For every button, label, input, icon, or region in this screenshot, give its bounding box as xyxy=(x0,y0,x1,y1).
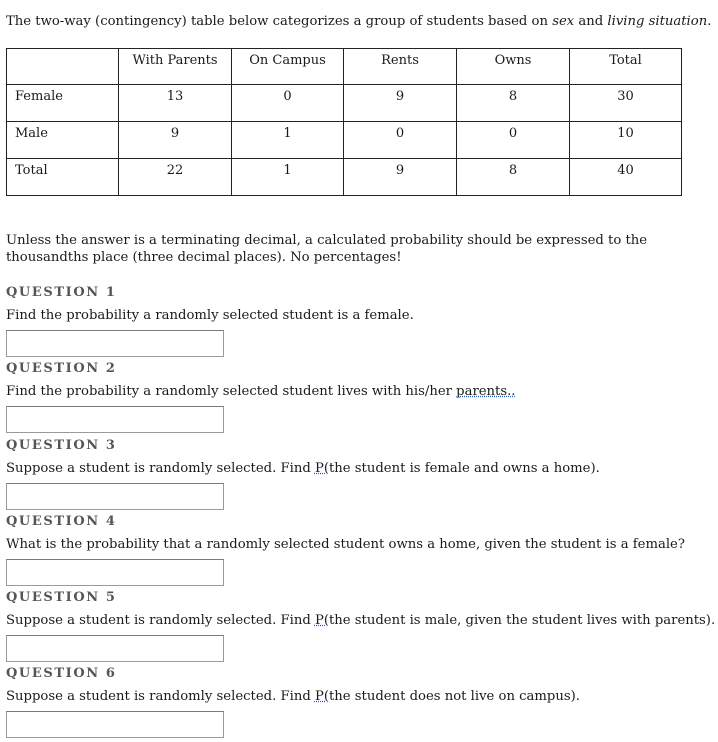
contingency-table xyxy=(6,48,682,196)
question-2-label: QUESTION 2 xyxy=(6,361,117,376)
question-6-answer-input[interactable] xyxy=(6,711,224,738)
table-cell: 1 xyxy=(232,122,344,159)
question-1-label: QUESTION 1 xyxy=(6,285,117,300)
question-5-text xyxy=(6,613,715,628)
question-text-part: Suppose a student is randomly selected. Find xyxy=(6,689,315,704)
question-text-underlined: P( xyxy=(314,613,329,628)
table-cell: 0 xyxy=(344,122,457,159)
table-cell: 8 xyxy=(457,159,570,196)
table-header-cell: Owns xyxy=(457,49,570,85)
question-4-text: What is the probability that a randomly selected student owns a home, given the student is a female? xyxy=(6,537,685,552)
table-row xyxy=(7,159,682,196)
intro-part: and xyxy=(574,14,608,29)
question-3-label: QUESTION 3 xyxy=(6,438,117,453)
table-header-cell: Rents xyxy=(344,49,457,85)
table-cell: 10 xyxy=(570,122,682,159)
intro-part: The two-way (contingency) table below categorizes a group of students based on xyxy=(6,14,553,29)
row-label: Female xyxy=(7,85,119,122)
question-1-text: Find the probability a randomly selected student is a female. xyxy=(6,308,414,323)
table-cell: 8 xyxy=(457,85,570,122)
question-text-underlined: parents.. xyxy=(456,384,516,399)
intro-text xyxy=(6,14,711,29)
table-header-cell: On Campus xyxy=(232,49,344,85)
question-2-text xyxy=(6,384,516,399)
intro-part: . xyxy=(707,14,712,29)
question-text-part: the student is male, given the student lives with parents). xyxy=(328,613,716,628)
table-cell: 22 xyxy=(119,159,232,196)
question-3-answer-input[interactable] xyxy=(6,483,224,510)
table-row xyxy=(7,122,682,159)
table-header-cell: With Parents xyxy=(119,49,232,85)
table-cell: 9 xyxy=(344,159,457,196)
table-cell: 40 xyxy=(570,159,682,196)
question-4-label: QUESTION 4 xyxy=(6,514,117,529)
question-2-answer-input[interactable] xyxy=(6,406,224,433)
question-text-part: Suppose a student is randomly selected. Find xyxy=(6,613,315,628)
question-text-underlined: P( xyxy=(314,461,329,476)
row-label: Total xyxy=(7,159,119,196)
table-cell: 30 xyxy=(570,85,682,122)
table-cell: 9 xyxy=(119,122,232,159)
intro-emphasis-sex: sex xyxy=(552,14,575,29)
row-label: Male xyxy=(7,122,119,159)
question-5-label: QUESTION 5 xyxy=(6,590,117,605)
intro-emphasis-living-situation: living situation xyxy=(607,14,708,29)
table-header-row xyxy=(7,49,682,85)
table-cell: 0 xyxy=(232,85,344,122)
question-5-answer-input[interactable] xyxy=(6,635,224,662)
table-header-cell xyxy=(7,49,119,85)
instructions-note: Unless the answer is a terminating decimal, a calculated probability should be expressed to the thousandths place (three decimal places). No percentages! xyxy=(6,233,648,265)
table-cell: 13 xyxy=(119,85,232,122)
table-header-cell: Total xyxy=(570,49,682,85)
question-4-answer-input[interactable] xyxy=(6,559,224,586)
question-text-part: the student does not live on campus). xyxy=(328,689,580,704)
question-text-part: Find the probability a randomly selected student lives with his/her xyxy=(6,384,457,399)
question-6-text xyxy=(6,689,580,704)
table-row xyxy=(7,85,682,122)
table-cell: 9 xyxy=(344,85,457,122)
question-6-label: QUESTION 6 xyxy=(6,666,117,681)
question-1-answer-input[interactable] xyxy=(6,330,224,357)
question-text-part: the student is female and owns a home). xyxy=(328,461,600,476)
question-text-underlined: P( xyxy=(314,689,329,704)
table-cell: 0 xyxy=(457,122,570,159)
question-text-part: Suppose a student is randomly selected. Find xyxy=(6,461,315,476)
table-cell: 1 xyxy=(232,159,344,196)
question-3-text xyxy=(6,461,600,476)
